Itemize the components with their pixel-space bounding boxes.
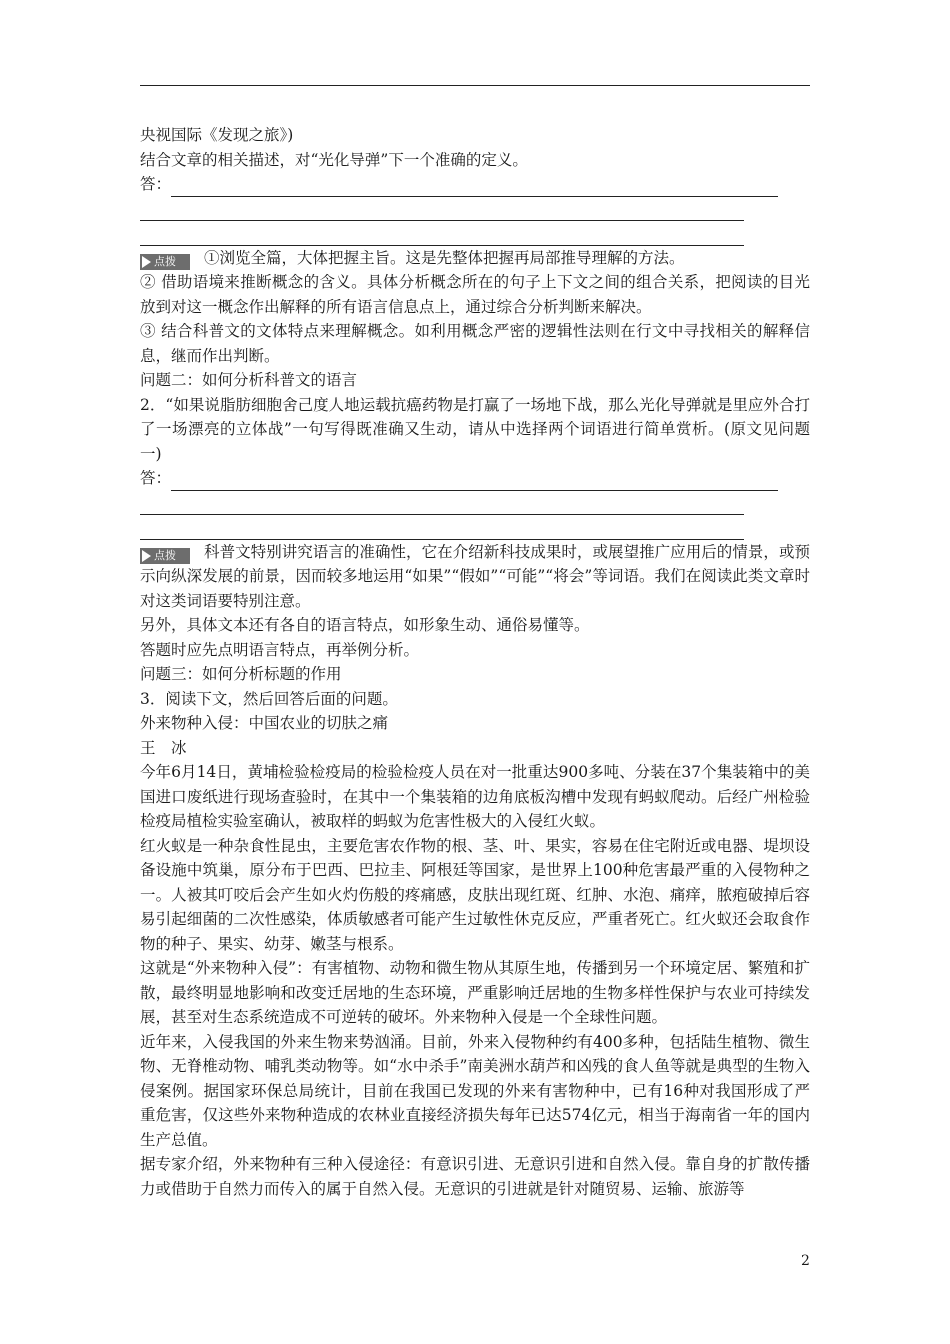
arrow-icon bbox=[142, 550, 151, 562]
tip1-point3: ③ 结合科普文的文体特点来理解概念。如利用概念严密的逻辑性法则在行文中寻找相关的解释信息，继而作出判断。 bbox=[140, 322, 810, 365]
answer-underline bbox=[171, 476, 778, 491]
page-number: 2 bbox=[801, 1253, 810, 1269]
tip2-text: 科普文特别讲究语言的准确性，它在介绍新科技成果时，或展望推广应用后的情景，或预示向纵深发展的前景，因而较多地运用“如果”“假如”“可能”“将会”等词语。我们在阅读此类文章时对这类词语要特别注意。 bbox=[140, 542, 810, 610]
tip2-line3: 答题时应先点明语言特点，再举例分析。 bbox=[140, 640, 420, 659]
article-paragraph: 据专家介绍，外来物种有三种入侵途径：有意识引进、无意识引进和自然入侵。靠自身的扩散传播力或借助于自然力而传入的属于自然入侵。无意识的引进就是针对随贸易、运输、旅游等 bbox=[140, 1155, 810, 1198]
answer2-line-1 bbox=[140, 466, 810, 491]
tip1-point2: ② 借助语境来推断概念的含义。具体分析概念所在的句子上下文之间的组合关系，把阅读的目光放到对这一概念作出解释的所有语言信息点上，通过综合分析判断来解决。 bbox=[140, 273, 810, 316]
article-author: 王 冰 bbox=[140, 738, 187, 757]
tip2-line2: 另外，具体文本还有各自的语言特点，如形象生动、通俗易懂等。 bbox=[140, 616, 590, 634]
answer-underline bbox=[171, 182, 778, 197]
tip1-line1: ①浏览全篇，大体把握主旨。这是先整体把握再局部推导理解的方法。 bbox=[204, 248, 685, 267]
article-title: 外来物种入侵：中国农业的切肤之痛 bbox=[140, 714, 389, 732]
question3-text: 3．阅读下文，然后回答后面的问题。 bbox=[140, 689, 398, 708]
document-body bbox=[140, 123, 810, 1201]
answer-line-2 bbox=[140, 197, 810, 222]
answer2-line-3 bbox=[140, 515, 810, 540]
article-paragraph: 近年来，入侵我国的外来生物来势汹涌。目前，外来入侵物种约有400多种，包括陆生植物、微生物、无脊椎动物、哺乳类动物等。如“水中杀手”南美洲水葫芦和凶残的食人鱼等就是典型的生物入侵案例。据国家环保总局统计，目前在我国已发现的外来有害物种中，已有16种对我国形成了严重危害，仅这些外来物种造成的农林业直接经济损失每年已达574亿元，相当于海南省一年的国内生产总值。 bbox=[140, 1032, 810, 1149]
tip-block-2 bbox=[140, 540, 810, 614]
question1-prompt: 结合文章的相关描述，对“光化导弹”下一个准确的定义。 bbox=[140, 150, 528, 169]
arrow-icon bbox=[142, 256, 151, 268]
answer2-line-2 bbox=[140, 491, 810, 516]
tip-block-1 bbox=[140, 246, 810, 271]
answer-line-1 bbox=[140, 172, 810, 197]
article-paragraph: 今年6月14日，黄埔检验检疫局的检验检疫人员在对一批重达900多吨、分装在37个集装箱中的美国进口废纸进行现场查验时，在其中一个集装箱的边角底板沟槽中发现有蚂蚁爬动。后经广州检验检疫局植检实验室确认，被取样的蚂蚁为危害性极大的入侵红火蚁。 bbox=[140, 763, 810, 830]
article-paragraph: 这就是“外来物种入侵”：有害植物、动物和微生物从其原生地，传播到另一个环境定居、繁殖和扩散，最终明显地影响和改变迁居地的生态环境，严重影响迁居地的生物多样性保护与农业可持续发展，甚至对生态系统造成不可逆转的破坏。外来物种入侵是一个全球性问题。 bbox=[140, 959, 810, 1026]
answer-label: 答： bbox=[140, 469, 172, 487]
question2-text: 2．“如果说脂肪细胞舍己度人地运载抗癌药物是打赢了一场地下战，那么光化导弹就是里应外合打了一场漂亮的立体战”一句写得既准确又生动，请从中选择两个词语进行简单赏析。(原文见问题一) bbox=[140, 395, 810, 463]
tip-badge: 点拨 bbox=[140, 548, 190, 564]
question3-heading: 问题三：如何分析标题的作用 bbox=[140, 665, 342, 683]
answer-label: 答： bbox=[140, 175, 172, 193]
question2-heading: 问题二：如何分析科普文的语言 bbox=[140, 371, 358, 389]
article-paragraph: 红火蚁是一种杂食性昆虫，主要危害农作物的根、茎、叶、果实，容易在住宅附近或电器、堤坝设备设施中筑巢，原分布于巴西、巴拉圭、阿根廷等国家，是世界上100种危害最严重的入侵物种之一。人被其叮咬后会产生如火灼伤般的疼痛感，皮肤出现红斑、红肿、水泡、痛痒，脓疱破掉后容易引起细菌的二次性感染，体质敏感者可能产生过敏性休克反应，严重者死亡。红火蚁还会取食作物的种子、果实、幼芽、嫩茎与根系。 bbox=[140, 836, 810, 953]
header-rule bbox=[140, 85, 810, 86]
answer-line-3 bbox=[140, 221, 810, 246]
source-line: 央视国际《发现之旅》) bbox=[140, 126, 294, 144]
tip-badge: 点拨 bbox=[140, 254, 190, 270]
